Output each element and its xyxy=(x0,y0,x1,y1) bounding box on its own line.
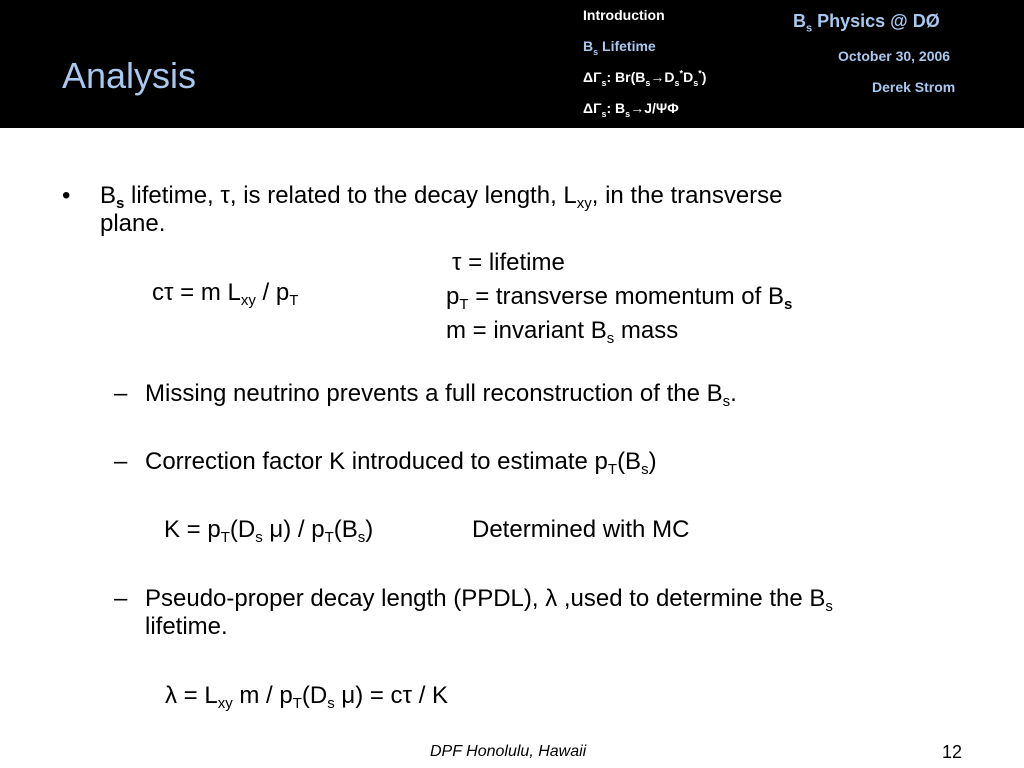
def-tau: τ = lifetime xyxy=(452,249,565,276)
sub-bullet-missing-neutrino: Missing neutrino prevents a full reconstruction of the $B_s$. xyxy=(145,380,737,410)
equation-lambda: $\lambda = L_{xy}$ m / $p_T(D_s$ μ) = cτ / K xyxy=(165,682,449,712)
footer-venue: DPF Honolulu, Hawaii xyxy=(430,743,587,760)
slide-title: Analysis xyxy=(62,55,197,96)
dash-icon: – xyxy=(114,380,128,407)
bullet-icon: • xyxy=(62,182,71,209)
nav-item-br-dsds[interactable]: $\Delta\Gamma_s$: $Br(B_s\to D_s^*D_s^*)$ xyxy=(583,68,707,88)
nav-item-bs-lifetime[interactable]: $B_s$ Lifetime xyxy=(583,38,656,57)
equation-k: $K = p_T(D_s$ $\mu) / p_T(B_s)$ xyxy=(164,516,374,546)
talk-title: $B_s$ Physics @ DØ xyxy=(793,11,940,35)
bullet-lifetime-line1: $B_s$ lifetime, τ, is related to the decay length, $L_{xy}$, in the transverse xyxy=(100,182,783,212)
def-pt: $p_T$ = transverse momentum of $B_s$ xyxy=(446,283,793,313)
sub-bullet-ppdl-line2: lifetime. xyxy=(145,613,228,640)
talk-date: October 30, 2006 xyxy=(838,48,951,64)
talk-author: Derek Strom xyxy=(872,79,956,95)
equation-ctau: cτ = m $L_{xy} / p_T$ xyxy=(152,279,299,309)
bullet-lifetime-line2: plane. xyxy=(100,210,166,237)
dash-icon: – xyxy=(114,448,128,475)
sub-bullet-ppdl-line1: Pseudo-proper decay length (PPDL), λ ,used to determine the $B_s$ xyxy=(145,585,833,615)
nav-item-introduction[interactable]: Introduction xyxy=(583,7,665,23)
equation-k-note: Determined with MC xyxy=(472,516,690,543)
def-mass: m = invariant $B_s$ mass xyxy=(446,317,679,347)
slide-header xyxy=(0,0,1024,128)
page-number: 12 xyxy=(942,742,963,762)
nav-item-jpsi-phi[interactable]: $\Delta\Gamma_s$: $B_s\to J/\Psi\Phi$ xyxy=(583,100,679,119)
dash-icon: – xyxy=(114,585,128,612)
sub-bullet-correction-factor: Correction factor K introduced to estimate $p_T(B_s)$ xyxy=(145,448,657,478)
